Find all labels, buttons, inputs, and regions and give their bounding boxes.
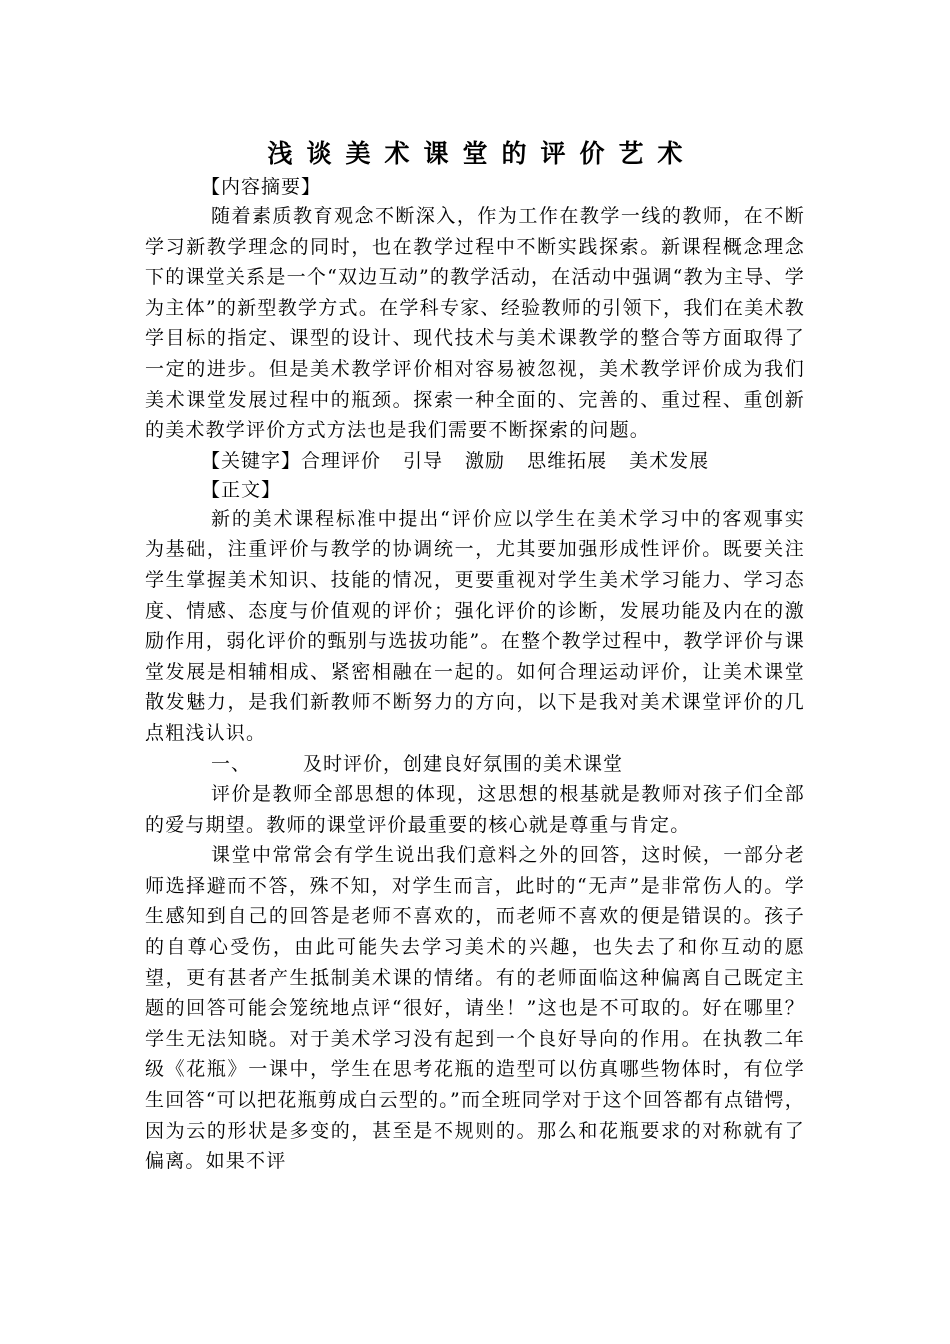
section-heading <box>145 749 805 780</box>
keyword: 美术发展 <box>629 449 710 472</box>
body-paragraph: 评价是教师全部思想的体现，这思想的根基就是教师对孩子们全部的爱与期望。教师的课堂评价最重要的核心就是尊重与肯定。 <box>145 783 805 836</box>
keywords-line <box>145 446 805 477</box>
body-label: 【正文】 <box>201 478 282 501</box>
keyword: 合理评价 <box>301 449 382 472</box>
intro-paragraph: 新的美术课程标准中提出“评价应以学生在美术学习中的客观事实为基础，注重评价与教学的协调统一，尤其要加强形成性评价。既要关注学生掌握美术知识、技能的情况，更要重视对学生美术学习能力、学习态度、情感、态度与价值观的评价；强化评价的诊断，发展功能及内在的激励作用，弱化评价的甄别与选拔功能”。在整个教学过程中，教学评价与课堂发展是相辅相成、紧密相融在一起的。如何合理运动评价，让美术课堂散发魅力，是我们新教师不断努力的方向，以下是我对美术课堂评价的几点粗浅认识。 <box>145 507 805 744</box>
keywords-label: 【关键字】 <box>201 449 302 472</box>
section-number: 一、 <box>211 752 252 775</box>
keyword: 思维拓展 <box>527 449 608 472</box>
section-title: 及时评价，创建良好氛围的美术课堂 <box>303 752 624 775</box>
document-page <box>145 134 805 1177</box>
keyword: 激励 <box>465 449 506 472</box>
page-title: 浅谈美术课堂的评价艺术 <box>267 139 697 168</box>
body-paragraph: 课堂中常常会有学生说出我们意料之外的回答，这时候，一部分老师选择避而不答，殊不知，对学生而言，此时的“无声”是非常伤人的。学生感知到自己的回答是老师不喜欢的，而老师不喜欢的便是错误的。孩子的自尊心受伤，由此可能失去学习美术的兴趣，也失去了和你互动的愿望，更有甚者产生抵制美术课的情绪。有的老师面临这种偏离自己既定主题的回答可能会笼统地点评“很好，请坐！”这也是不可取的。好在哪里？学生无法知晓。对于美术学习没有起到一个良好导向的作用。在执教二年级《花瓶》一课中，学生在思考花瓶的造型可以仿真哪些物体时，有位学生回答“可以把花瓶剪成白云型的。”而全班同学对于这个回答都有点错愕，因为云的形状是多变的，甚至是不规则的。那么和花瓶要求的对称就有了偏离。如果不评 <box>145 844 805 1173</box>
abstract-label: 【内容摘要】 <box>201 176 322 198</box>
keyword: 引导 <box>403 449 444 472</box>
abstract-paragraph: 随着素质教育观念不断深入，作为工作在教学一线的教师，在不断学习新教学理念的同时，也在教学过程中不断实践探索。新课程概念理念下的课堂关系是一个“双边互动”的教学活动，在活动中强调“教为主导、学为主体”的新型教学方式。在学科专家、经验教师的引领下，我们在美术教学目标的指定、课型的设计、现代技术与美术课教学的整合等方面取得了一定的进步。但是美术教学评价相对容易被忽视，美术教学评价成为我们美术课堂发展过程中的瓶颈。探索一种全面的、完善的、重过程、重创新的美术教学评价方式方法也是我们需要不断探索的问题。 <box>145 205 805 442</box>
